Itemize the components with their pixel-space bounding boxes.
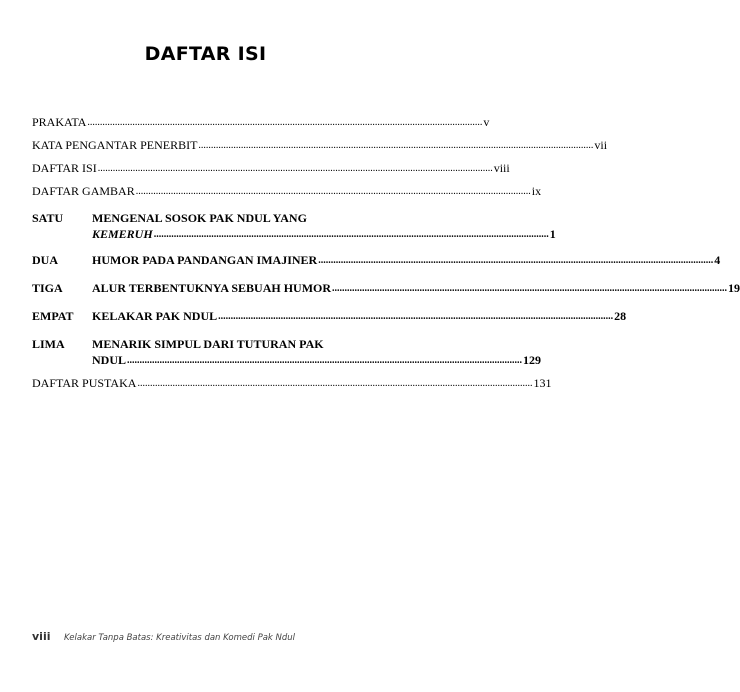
dot-leader: .............................................................................................................................................................. <box>218 311 614 322</box>
toc-entry-label: PRAKATA <box>32 115 87 129</box>
toc-entry-daftar-gambar[interactable] <box>32 184 542 198</box>
page-footer <box>32 630 295 643</box>
toc-entry-label: DAFTAR GAMBAR <box>32 184 135 198</box>
chapter-title: KELAKAR PAK NDUL <box>92 309 218 323</box>
chapter-title-line: NDUL <box>92 353 127 367</box>
chapter-title: HUMOR PADA PANDANGAN IMAJINER <box>92 253 318 267</box>
front-matter-list <box>32 115 608 198</box>
chapter-page: 4 <box>714 253 721 267</box>
toc-chapter-tiga[interactable] <box>32 280 740 296</box>
chapter-title-line: KEMERUH <box>92 227 153 241</box>
dot-leader: .............................................................................................................................................................. <box>137 378 533 389</box>
chapter-title: ALUR TERBENTUKNYA SEBUAH HUMOR <box>92 281 332 295</box>
toc-entry-label: KATA PENGANTAR PENERBIT <box>32 138 198 152</box>
chapter-number: SATU <box>32 211 64 225</box>
footer-book-title: Kelakar Tanpa Batas: Kreativitas dan Komedi Pak Ndul <box>64 633 296 643</box>
dot-leader: .............................................................................................................................................................. <box>87 117 483 128</box>
chapter-number: EMPAT <box>32 309 74 323</box>
chapter-page: 28 <box>614 309 627 323</box>
toc-chapter-lima[interactable] <box>32 336 542 368</box>
dot-leader: .............................................................................................................................................................. <box>135 186 531 197</box>
toc-entry-label: DAFTAR ISI <box>32 161 97 175</box>
chapter-number: DUA <box>32 253 58 267</box>
toc-entry-page: v <box>483 115 490 129</box>
chapter-number: TIGA <box>32 281 63 295</box>
chapter-page: 129 <box>523 353 542 367</box>
toc-entry-daftar-isi[interactable] <box>32 161 510 175</box>
chapter-number: LIMA <box>32 337 65 351</box>
chapter-page: 1 <box>549 227 556 241</box>
toc-entry-label: DAFTAR PUSTAKA <box>32 376 137 390</box>
toc-entry-page: 131 <box>533 376 552 390</box>
toc-entry-page: viii <box>493 161 510 175</box>
chapter-title-line: MENGENAL SOSOK PAK NDUL YANG <box>92 211 307 225</box>
toc-chapter-satu[interactable] <box>32 210 556 242</box>
toc-chapter-empat[interactable] <box>32 308 627 324</box>
table-of-contents <box>32 115 740 390</box>
dot-leader: .............................................................................................................................................................. <box>318 255 714 266</box>
toc-entry-page: ix <box>531 184 542 198</box>
toc-entry-daftar-pustaka[interactable] <box>32 376 552 390</box>
dot-leader: .............................................................................................................................................................. <box>97 163 493 174</box>
toc-entry-kata-pengantar[interactable] <box>32 138 608 152</box>
toc-chapter-dua[interactable] <box>32 252 721 268</box>
footer-page-number: viii <box>32 630 51 643</box>
dot-leader: .............................................................................................................................................................. <box>127 355 523 366</box>
chapter-title-line: MENARIK SIMPUL DARI TUTURAN PAK <box>92 337 324 351</box>
dot-leader: .............................................................................................................................................................. <box>153 229 549 240</box>
page-title: DAFTAR ISI <box>144 43 267 65</box>
toc-entry-prakata[interactable] <box>32 115 490 129</box>
toc-entry-page: vii <box>594 138 608 152</box>
dot-leader: .............................................................................................................................................................. <box>332 283 728 294</box>
chapter-page: 19 <box>728 281 740 295</box>
dot-leader: .............................................................................................................................................................. <box>198 140 594 151</box>
